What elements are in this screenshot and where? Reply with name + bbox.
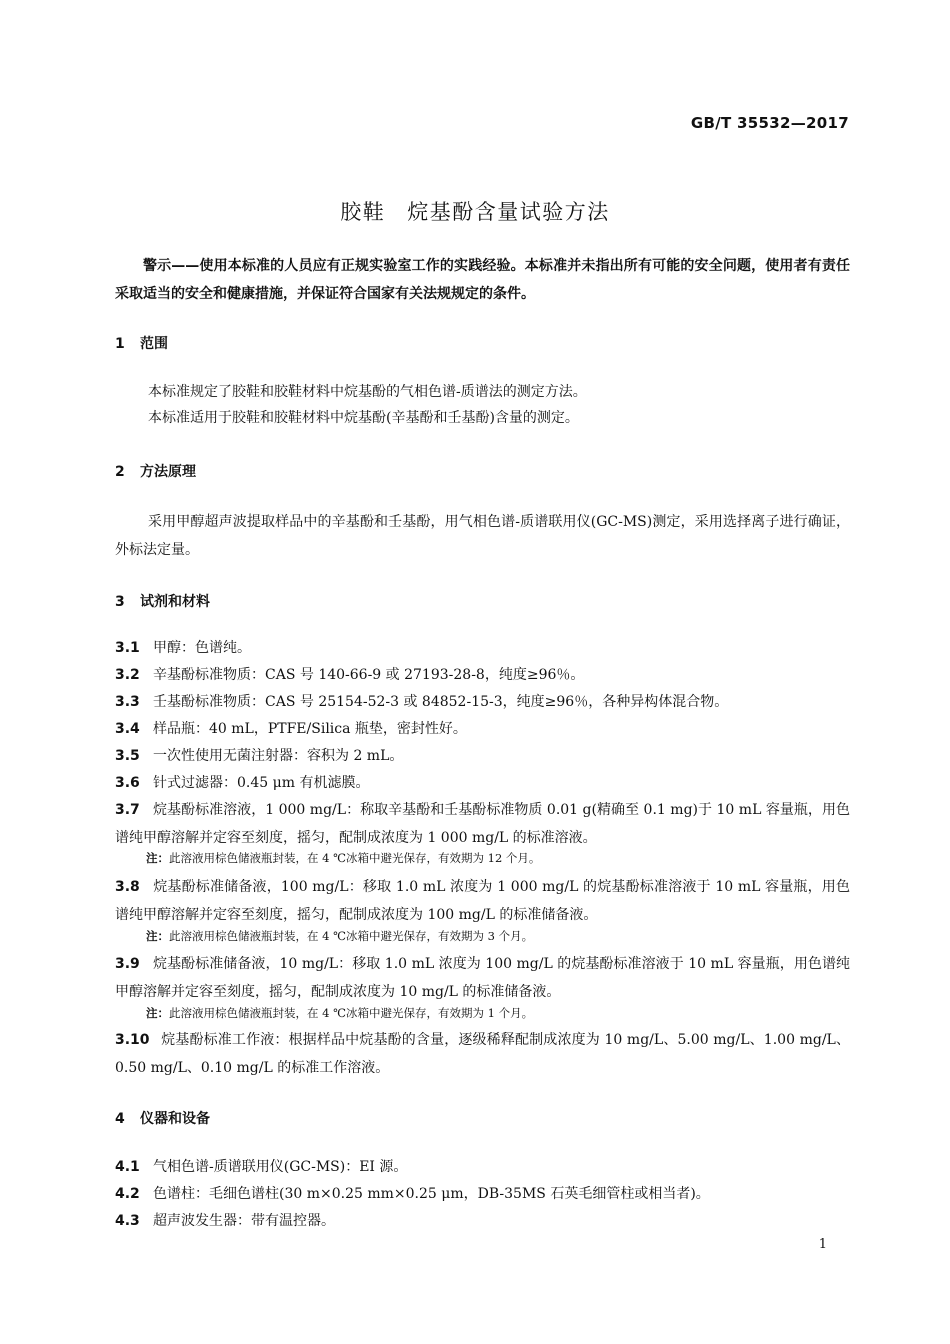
list-item (115, 661, 850, 689)
item-number: 3.9 (115, 956, 140, 972)
item-number: 3.8 (115, 879, 140, 895)
item-number: 4.3 (115, 1213, 140, 1229)
note-text: 此溶液用棕色储液瓶封装，在 4 ℃冰箱中避光保存，有效期为 3 个月。 (169, 929, 534, 943)
item-number: 4.1 (115, 1159, 140, 1175)
item-number: 3.2 (115, 667, 140, 683)
paragraph: 本标准适用于胶鞋和胶鞋材料中烷基酚(辛基酚和壬基酚)含量的测定。 (148, 410, 579, 426)
section-title: 方法原理 (140, 464, 196, 480)
note-text: 此溶液用棕色储液瓶封装，在 4 ℃冰箱中避光保存，有效期为 12 个月。 (169, 851, 541, 865)
list-item (115, 715, 850, 743)
item-number: 3.5 (115, 748, 140, 764)
title-part-1: 胶鞋 (340, 200, 386, 224)
note (146, 928, 533, 944)
warning-paragraph: 警示——使用本标准的人员应有正规实验室工作的实践经验。本标准并未指出所有可能的安全问题，使用者有责任采取适当的安全和健康措施，并保证符合国家有关法规规定的条件。 (115, 258, 850, 302)
section-title: 范围 (140, 336, 168, 352)
item-text: 气相色谱-质谱联用仪(GC-MS)：EI 源。 (153, 1159, 408, 1175)
item-text: 一次性使用无菌注射器：容积为 2 mL。 (153, 748, 404, 764)
paragraph: 本标准规定了胶鞋和胶鞋材料中烷基酚的气相色谱-质谱法的测定方法。 (148, 384, 587, 400)
note-text: 此溶液用棕色储液瓶封装，在 4 ℃冰箱中避光保存，有效期为 1 个月。 (169, 1006, 534, 1020)
item-text: 超声波发生器：带有温控器。 (153, 1213, 335, 1229)
section-2-heading (115, 461, 196, 481)
section-3-heading (115, 591, 210, 611)
list-item (115, 634, 850, 662)
section-4-heading (115, 1108, 210, 1128)
note-label: 注： (146, 929, 169, 943)
item-text: 辛基酚标准物质：CAS 号 140-66-9 或 27193-28-8，纯度≥96％。 (153, 667, 585, 683)
list-item (115, 873, 850, 929)
note-label: 注： (146, 851, 169, 865)
list-item (115, 742, 850, 770)
note (146, 1005, 533, 1021)
standard-number: GB/T 35532—2017 (690, 114, 849, 132)
note (146, 850, 540, 866)
item-text: 样品瓶：40 mL，PTFE/Silica 瓶垫，密封性好。 (153, 721, 467, 737)
item-text: 烷基酚标准溶液，1 000 mg/L：称取辛基酚和壬基酚标准物质 0.01 g(精确至 0.1 mg)于 10 mL 容量瓶，用色谱纯甲醇溶解并定容至刻度，摇匀，配制成浓度为 1 000 mg/L 的标准溶液。 (115, 802, 850, 846)
list-item (115, 1207, 850, 1235)
note-label: 注： (146, 1006, 169, 1020)
item-number: 3.3 (115, 694, 140, 710)
item-number: 4.2 (115, 1186, 140, 1202)
item-text: 甲醇：色谱纯。 (153, 640, 251, 656)
list-item (115, 688, 850, 716)
page-number: 1 (818, 1237, 827, 1252)
item-number: 3.1 (115, 640, 140, 656)
list-item (115, 1153, 850, 1181)
item-text: 壬基酚标准物质：CAS 号 25154-52-3 或 84852-15-3，纯度≥96％，各种异构体混合物。 (153, 694, 729, 710)
item-number: 3.10 (115, 1032, 150, 1048)
item-number: 3.7 (115, 802, 140, 818)
item-number: 3.6 (115, 775, 140, 791)
paragraph: 采用甲醇超声波提取样品中的辛基酚和壬基酚，用气相色谱-质谱联用仪(GC-MS)测定，采用选择离子进行确证，外标法定量。 (115, 514, 850, 558)
item-number: 3.4 (115, 721, 140, 737)
item-text: 烷基酚标准储备液，10 mg/L：移取 1.0 mL 浓度为 100 mg/L 的烷基酚标准溶液于 10 mL 容量瓶，用色谱纯甲醇溶解并定容至刻度，摇匀，配制成浓度为 10 mg/L 的标准储备液。 (115, 956, 850, 1000)
section-1-heading (115, 333, 168, 353)
section-title: 试剂和材料 (140, 594, 210, 610)
section-number: 2 (115, 464, 125, 480)
item-text: 烷基酚标准工作液：根据样品中烷基酚的含量，逐级稀释配制成浓度为 10 mg/L、5.00 mg/L、1.00 mg/L、0.50 mg/L、0.10 mg/L 的标准工作溶液。 (115, 1032, 850, 1076)
section-title: 仪器和设备 (140, 1111, 210, 1127)
list-item (115, 1026, 850, 1082)
section-number: 4 (115, 1111, 125, 1127)
title-part-2: 烷基酚含量试验方法 (407, 200, 610, 224)
list-item (115, 796, 850, 852)
document-title (0, 196, 950, 226)
list-item (115, 769, 850, 797)
list-item (115, 1180, 850, 1208)
item-text: 烷基酚标准储备液，100 mg/L：移取 1.0 mL 浓度为 1 000 mg/L 的烷基酚标准溶液于 10 mL 容量瓶，用色谱纯甲醇溶解并定容至刻度，摇匀，配制成浓度为 100 mg/L 的标准储备液。 (115, 879, 850, 923)
section-number: 1 (115, 336, 125, 352)
item-text: 针式过滤器：0.45 μm 有机滤膜。 (153, 775, 370, 791)
section-number: 3 (115, 594, 125, 610)
item-text: 色谱柱：毛细色谱柱(30 m×0.25 mm×0.25 μm，DB-35MS 石英毛细管柱或相当者)。 (153, 1186, 710, 1202)
list-item (115, 950, 850, 1006)
